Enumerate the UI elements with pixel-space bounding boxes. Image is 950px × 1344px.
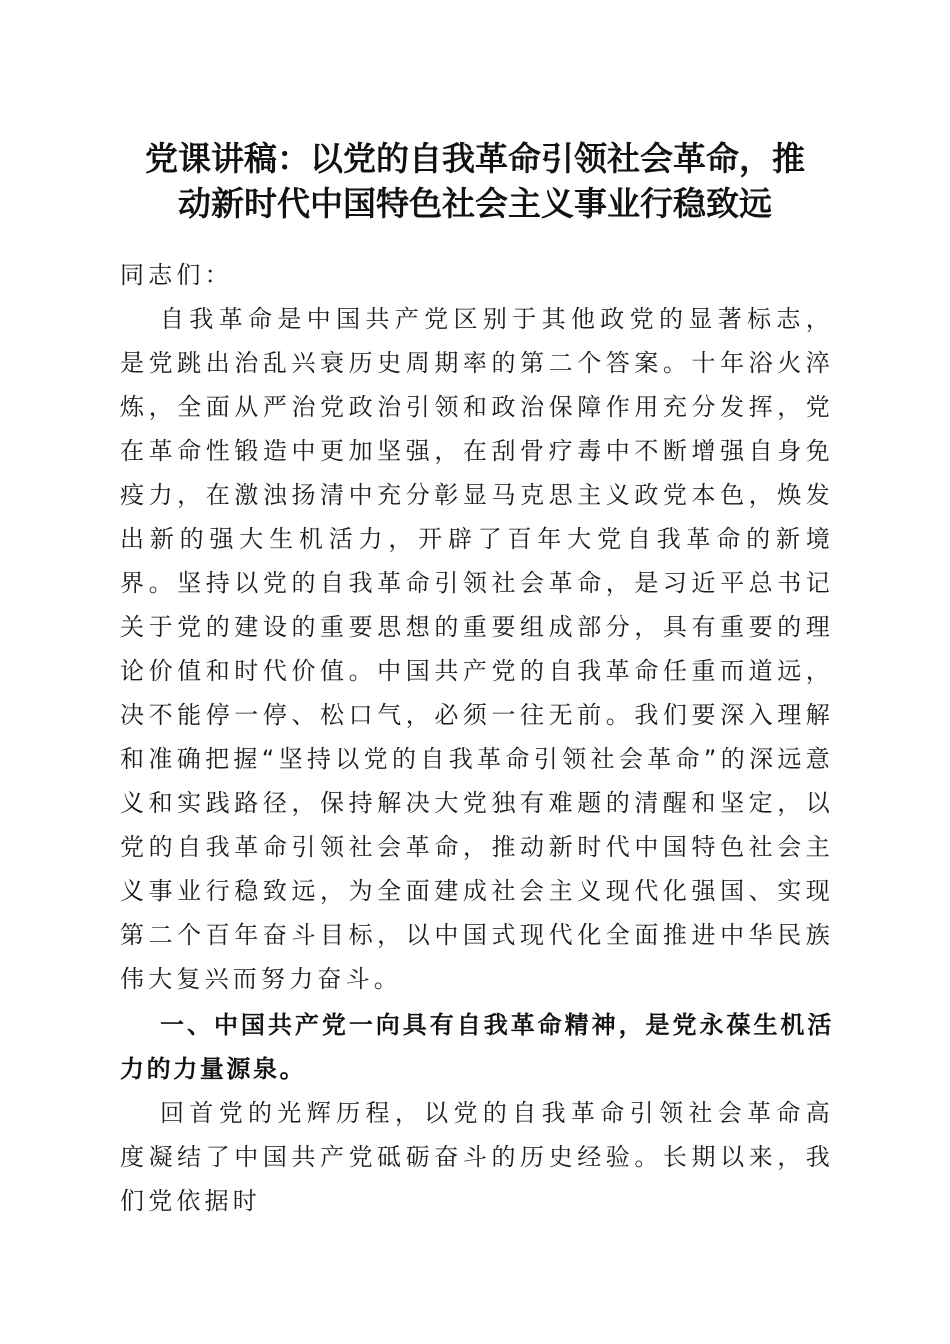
document-title (100, 136, 850, 226)
title-line-2: 动新时代中国特色社会主义事业行稳致远 (178, 184, 772, 223)
section-heading-1: 一、中国共产党一向具有自我革命精神，是党永葆生机活力的力量源泉。 (120, 1011, 834, 1083)
paragraph-2: 回首党的光辉历程，以党的自我革命引领社会革命高度凝结了中国共产党砥砺奋斗的历史经验。长期以来，我们党依据时 (120, 1099, 834, 1215)
title-line-1: 党课讲稿：以党的自我革命引领社会革命，推 (145, 139, 805, 178)
salutation: 同志们： (120, 261, 233, 289)
document-body (120, 253, 834, 1223)
paragraph-1: 自我革命是中国共产党区别于其他政党的显著标志，是党跳出治乱兴衰历史周期率的第二个答案。十年浴火淬炼，全面从严治党政治引领和政治保障作用充分发挥，党在革命性锻造中更加坚强，在刮骨疗毒中不断增强自身免疫力，在激浊扬清中充分彰显马克思主义政党本色，焕发出新的强大生机活力，开辟了百年大党自我革命的新境界。坚持以党的自我革命引领社会革命，是习近平总书记关于党的建设的重要思想的重要组成部分，具有重要的理论价值和时代价值。中国共产党的自我革命任重而道远，决不能停一停、松口气，必须一往无前。我们要深入理解和准确把握“坚持以党的自我革命引领社会革命”的深远意义和实践路径，保持解决大党独有难题的清醒和坚定，以党的自我革命引领社会革命，推动新时代中国特色社会主义事业行稳致远，为全面建成社会主义现代化强国、实现第二个百年奋斗目标，以中国式现代化全面推进中华民族伟大复兴而努力奋斗。 (120, 305, 834, 993)
